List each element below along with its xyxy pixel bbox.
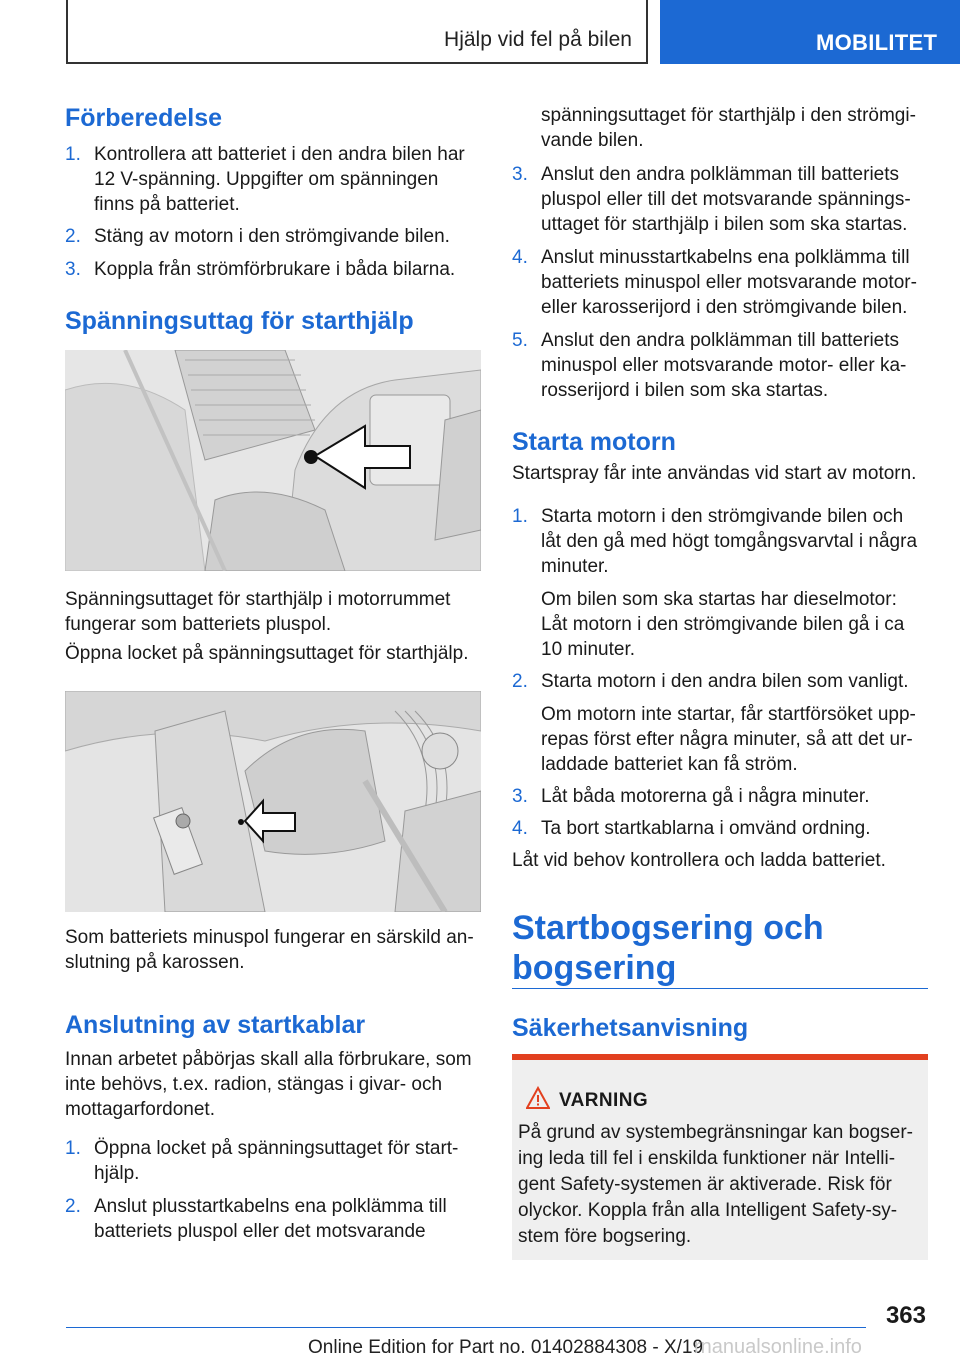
header-box [66,0,648,64]
heading-start-engine: Starta motorn [512,428,676,456]
paragraph: Startspray får inte användas vid start av motorn. [512,463,917,484]
warning-title: VARNING [559,1090,649,1111]
footer-edition: Online Edition for Part no. 01402884308 - X/19 [308,1337,704,1358]
heading-preparation: Förberedelse [65,104,223,132]
warning-triangle-icon [526,1086,550,1110]
paragraph: Öppna locket på spänningsuttaget för starthjälp. [65,643,469,664]
section-rule [512,988,928,989]
footer-rule [66,1327,866,1328]
paragraph: Spänningsuttaget för starthjälp i motorrummet fungerar som batteriets pluspol. [65,589,451,635]
engine-bay-figure-minus [65,691,481,912]
paragraph: Innan arbetet påbörjas skall alla förbrukare, som inte behövs, t.ex. radion, stängas i givar- och mottagarfordonet. [65,1049,472,1120]
heading-safety: Säkerhetsanvisning [512,1014,749,1042]
footer-watermark: rnanualsonline.info [694,1336,862,1358]
heading-towing: Startbogsering och bogsering [512,909,824,987]
engine-bay-illustration [65,350,481,571]
paragraph: Låt vid behov kontrollera och ladda batteriet. [512,850,886,871]
heading-socket: Spänningsuttag för starthjälp [65,307,414,335]
paragraph: Som batteriets minuspol fungerar en särskild an- slutning på karossen. [65,927,474,973]
engine-bay-figure-plus [65,350,481,571]
warning-box [512,1054,928,1260]
section-tab: MOBILITET [660,0,960,64]
page-number: 363 [885,1302,926,1329]
heading-cables: Anslutning av startkablar [65,1011,366,1039]
warning-text: På grund av systembegränsningar kan bogser- ing leda till fel i enskilda funktioner när Intelli- gent Safety-systemen är aktiverade. Risk för olyckor. Koppla från alla Intelligent Safety-sy- stem före bogsering. [518,1122,914,1247]
engine-bay-illustration [65,691,481,912]
header-title: Hjälp vid fel på bilen [444,28,632,51]
